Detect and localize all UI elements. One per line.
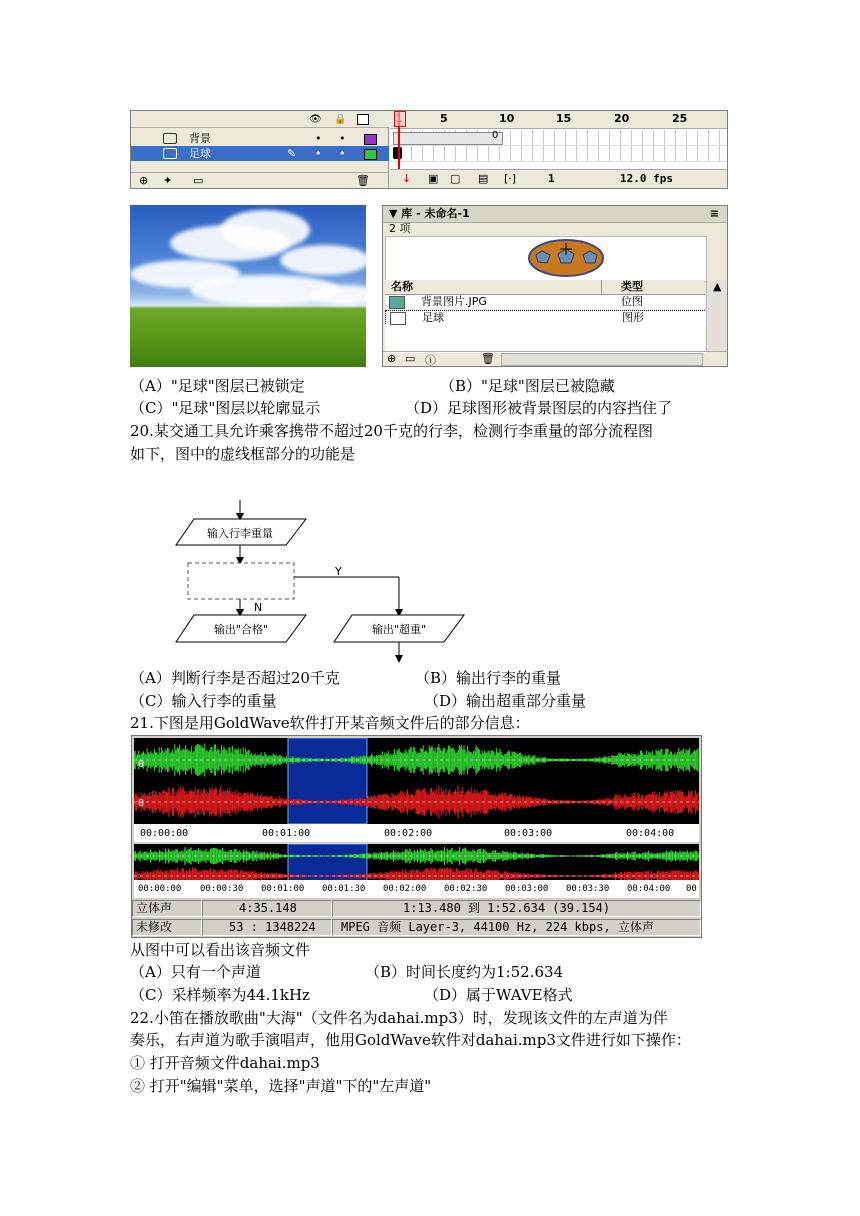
modified-state: 未修改 xyxy=(132,919,202,936)
item-name: 背景图片.JPG xyxy=(421,295,487,308)
edit-multiple-icon[interactable]: ▤ xyxy=(478,172,489,185)
flow-dashed-box xyxy=(188,563,294,599)
selection-region xyxy=(288,738,367,824)
flowchart xyxy=(170,495,480,665)
graphic-symbol-icon xyxy=(390,312,406,325)
flow-no-label: N xyxy=(254,601,263,614)
q21-option-d: （D）属于WAVE格式 xyxy=(424,986,573,1004)
time-label: 00:04:00 xyxy=(626,828,675,839)
flow-input-label: 输入行李重量 xyxy=(207,527,273,540)
time-label: 00:01:00 xyxy=(261,884,305,894)
frame-rate: 12.0 fps xyxy=(620,172,673,185)
q22-step2: ② 打开"编辑"菜单，选择"声道"下的"左声道" xyxy=(130,1077,432,1095)
flow-output-ok-label: 输出"合格" xyxy=(213,623,269,636)
left-channel-zero: 0 xyxy=(138,759,145,770)
symbol-preview xyxy=(385,236,707,282)
ruler-label: 15 xyxy=(556,112,572,125)
audio-format: MPEG 音频 Layer-3, 44100 Hz, 224 kbps, 立体声 xyxy=(332,919,701,936)
q19-option-d: （D）足球图形被背景图层的内容挡住了 xyxy=(405,399,673,417)
waveform-main xyxy=(134,738,699,824)
vertical-scrollbar[interactable] xyxy=(706,280,727,352)
q20-stem-line1: 20.某交通工具允许乘客携带不超过20千克的行李，检测行李重量的部分流程图 xyxy=(130,422,653,440)
item-name: 足球 xyxy=(422,311,444,324)
frame-row-background[interactable] xyxy=(390,130,727,146)
channel-mode: 立体声 xyxy=(132,900,202,917)
time-label: 00:02:00 xyxy=(384,828,433,839)
layer-name: 背景 xyxy=(189,132,211,145)
layer-toolbar xyxy=(131,172,389,189)
q22-step1: ① 打开音频文件dahai.mp3 xyxy=(130,1054,320,1072)
center-frame-icon[interactable]: ↓ xyxy=(402,172,412,185)
library-panel xyxy=(382,205,728,367)
flash-timeline-panel xyxy=(130,110,728,189)
visible-dot[interactable]: • xyxy=(315,147,322,160)
add-folder-icon[interactable]: ▭ xyxy=(193,174,204,187)
horizontal-scrollbar[interactable] xyxy=(501,353,703,366)
selection-range: 1:13.480 到 1:52.634 (39.154) xyxy=(332,900,701,917)
onion-skin-icon[interactable]: ▣ xyxy=(428,172,439,185)
q20-option-d: （D）输出超重部分重量 xyxy=(424,692,587,710)
q19-option-b: （B）"足球"图层已被隐藏 xyxy=(440,377,615,395)
item-count: 2 项 xyxy=(389,222,411,235)
time-label: 00:04:00 xyxy=(627,884,671,894)
library-table-header xyxy=(385,280,705,295)
time-label: 00:03:30 xyxy=(566,884,610,894)
q21-stem: 21.下图是用GoldWave软件打开某音频文件后的部分信息： xyxy=(130,714,530,732)
library-header[interactable] xyxy=(383,206,727,223)
time-label: 00 xyxy=(686,884,697,894)
q22-line1: 22.小笛在播放歌曲"大海"（文件名为dahai.mp3）时，发现该文件的左声道为伴 xyxy=(130,1009,668,1027)
new-folder-icon[interactable]: ▭ xyxy=(405,352,416,365)
time-label: 00:01:30 xyxy=(322,884,366,894)
time-label: 00:00:30 xyxy=(200,884,244,894)
outline-color-swatch[interactable] xyxy=(364,149,377,160)
pencil-icon: ✎ xyxy=(287,147,297,160)
library-item-bitmap[interactable] xyxy=(385,295,705,309)
library-footer xyxy=(383,351,727,366)
lock-dot[interactable]: • xyxy=(339,147,346,160)
time-label: 00:01:00 xyxy=(262,828,311,839)
item-type: 位图 xyxy=(621,295,643,308)
ruler-label: 25 xyxy=(672,112,688,125)
q21-option-a: （A）只有一个声道 xyxy=(130,963,261,981)
current-frame: 1 xyxy=(548,172,555,185)
onion-outline-icon[interactable]: ▢ xyxy=(450,172,461,185)
soccer-ball-icon xyxy=(386,237,706,281)
new-symbol-icon[interactable]: ⊕ xyxy=(387,352,397,365)
status-bar-1 xyxy=(132,899,701,918)
outline-icon[interactable] xyxy=(357,114,369,125)
time-label: 00:02:00 xyxy=(383,884,427,894)
trash-icon[interactable]: 🗑 xyxy=(481,352,495,365)
frame-row-football[interactable] xyxy=(390,146,727,162)
overview-time-ruler xyxy=(134,880,699,898)
frame-area xyxy=(390,111,727,171)
q21-option-c: （C）采样频率为44.1kHz xyxy=(130,986,310,1004)
collapse-arrow-icon[interactable]: ▼ xyxy=(389,207,402,220)
library-item-graphic[interactable] xyxy=(385,310,707,326)
layer-list xyxy=(131,111,389,188)
ruler-label: 5 xyxy=(440,112,448,125)
layer-icon xyxy=(163,148,177,159)
time-label: 00:03:00 xyxy=(505,884,549,894)
col-name[interactable]: 名称 xyxy=(391,280,413,293)
q20-option-a: （A）判断行李是否超过20千克 xyxy=(130,669,340,687)
flow-yes-label: Y xyxy=(335,565,342,578)
library-title: 库 - 未命名-1 xyxy=(401,207,470,220)
q22-line2: 奏乐，右声道为歌手演唱声，他用GoldWave软件对dahai.mp3文件进行如下操作： xyxy=(130,1031,691,1049)
time-label: 00:00:00 xyxy=(140,828,189,839)
add-layer-icon[interactable]: ⊕ xyxy=(139,174,149,187)
q20-stem-line2: 如下，图中的虚线框部分的功能是 xyxy=(130,445,356,463)
layer-row-football[interactable] xyxy=(131,146,389,161)
properties-icon[interactable]: ⓘ xyxy=(425,354,436,367)
waveform-main-view[interactable] xyxy=(134,738,699,824)
layer-row-background[interactable] xyxy=(131,131,389,146)
ruler-label: 10 xyxy=(499,112,515,125)
q20-option-c: （C）输入行李的重量 xyxy=(130,692,277,710)
background-image-sky-grass xyxy=(130,205,366,367)
visible-dot[interactable]: • xyxy=(315,132,322,145)
layer-name: 足球 xyxy=(189,147,211,160)
timeline-statusbar xyxy=(390,169,727,188)
add-guide-icon[interactable]: ✦ xyxy=(163,174,173,187)
col-type[interactable]: 类型 xyxy=(621,280,643,293)
onion-markers-icon[interactable]: [·] xyxy=(504,172,517,185)
file-length: 4:35.148 xyxy=(202,900,332,917)
q19-option-c: （C）"足球"图层以轮廓显示 xyxy=(130,399,321,417)
q19-option-a: （A）"足球"图层已被锁定 xyxy=(130,377,305,395)
end-frame-marker: 0 xyxy=(492,130,499,141)
goldwave-window xyxy=(131,735,702,938)
outline-color-swatch[interactable] xyxy=(364,134,377,145)
cursor-position: 53 : 1348224 xyxy=(202,919,332,936)
ruler-label: 20 xyxy=(614,112,630,125)
time-label: 00:00:00 xyxy=(138,884,182,894)
flow-output-over-label: 输出"超重" xyxy=(371,623,427,636)
lock-dot[interactable]: • xyxy=(339,132,346,145)
eye-icon[interactable]: 👁 xyxy=(309,114,322,125)
q21-after-text: 从图中可以看出该音频文件 xyxy=(130,941,311,959)
frame-ruler xyxy=(390,111,727,129)
time-label: 00:02:30 xyxy=(444,884,488,894)
item-type: 图形 xyxy=(622,311,644,324)
time-label: 00:03:00 xyxy=(504,828,553,839)
options-menu-icon[interactable]: ≡ xyxy=(709,207,719,220)
q21-option-b: （B）时间长度约为1:52.634 xyxy=(365,963,564,981)
static-frames xyxy=(393,132,503,145)
main-time-ruler xyxy=(134,824,699,842)
status-bar-2 xyxy=(132,918,701,937)
trash-icon[interactable]: 🗑 xyxy=(356,174,370,187)
q20-option-b: （B）输出行李的重量 xyxy=(415,669,562,687)
layer-icon xyxy=(163,133,177,144)
scroll-up-icon[interactable]: ▲ xyxy=(713,280,722,293)
lock-icon[interactable]: 🔒 xyxy=(334,114,347,125)
bitmap-icon xyxy=(389,296,405,309)
playhead-handle[interactable] xyxy=(394,111,406,127)
layer-header xyxy=(131,111,389,128)
right-channel-zero: 0 xyxy=(138,798,145,809)
